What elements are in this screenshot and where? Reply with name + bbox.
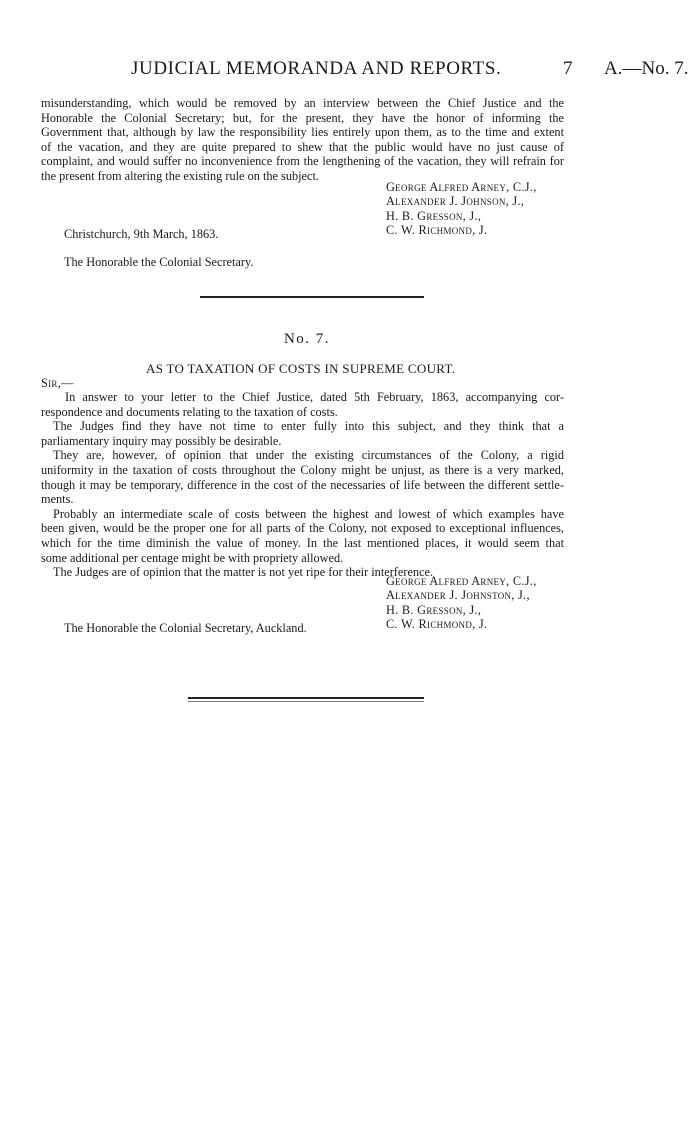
text-line: the present from altering the existing rule on the subject. xyxy=(41,168,319,183)
text-line: respondence and documents relating to the taxation of costs. xyxy=(41,404,338,419)
signatory: George Alfred Arney, C.J., xyxy=(386,180,537,194)
signatory: H. B. Gresson, J., xyxy=(386,208,482,223)
end-rule-underline xyxy=(188,701,424,702)
text-line: misunderstanding, which would be removed by an interview between the Chief Justice and the xyxy=(41,96,564,110)
text-line: They are, however, of opinion that under the existing circumstances of the Colony, a rigid xyxy=(53,448,564,463)
text-line: some additional per centage might be with propriety allowed. xyxy=(41,550,344,565)
signatory: C. W. Richmond, J. xyxy=(386,617,488,632)
text-line: Honorable the Colonial Secretary; but, for the present, they have the honor of informing the xyxy=(41,110,564,125)
signatory: Alexander J. Johnson, J., xyxy=(386,194,525,209)
running-head xyxy=(0,58,700,88)
salutation: Sir,— xyxy=(41,376,74,390)
text-line: though it may be temporary, difference in the cost of the necessaries of life between the different settle- xyxy=(41,477,564,492)
text-line: complaint, and would suffer no inconvenience from the lengthening of the vacation, they will refrain for xyxy=(41,154,564,169)
letter-body xyxy=(41,390,564,580)
text-line: ments. xyxy=(41,492,74,507)
text-line: which for the time diminish the value of money. In the last mentioned places, it would seem that xyxy=(41,535,564,550)
text-line: Probably an intermediate scale of costs between the highest and lowest of which examples have xyxy=(53,506,564,521)
text-line: uniformity in the taxation of costs throughout the Colony might be unjust, as there is a very marked, xyxy=(41,462,564,477)
text-line: parliamentary inquiry may possibly be desirable. xyxy=(41,433,282,448)
signatory: Alexander J. Johnston, J., xyxy=(386,588,530,603)
signatory: C. W. Richmond, J. xyxy=(386,223,488,238)
signature-block xyxy=(386,574,537,632)
end-rule xyxy=(188,697,424,699)
signatory: George Alfred Arney, C.J., xyxy=(386,574,537,588)
memo-continuation-paragraph xyxy=(41,96,564,184)
text-line: of the vacation, and they are quite prepared to shew that the public would have no just cause of xyxy=(41,139,564,154)
paper-reference: A.—No. 7. xyxy=(604,58,689,79)
place-date: Christchurch, 9th March, 1863. xyxy=(64,227,219,241)
section-number: No. 7. xyxy=(283,331,331,347)
text-line: The Judges are of opinion that the matter is not yet ripe for their interference. xyxy=(53,565,434,580)
page-number: 7 xyxy=(563,58,573,79)
addressee: The Honorable the Colonial Secretary. xyxy=(64,255,254,269)
text-line: been given, would be the proper one for all parts of the Colony, not exposed to exceptional influences, xyxy=(41,521,564,536)
signature-block xyxy=(386,180,537,238)
text-line: In answer to your letter to the Chief Justice, dated 5th February, 1863, accompanying cor- xyxy=(65,390,564,404)
running-head-title: JUDICIAL MEMORANDA AND REPORTS. xyxy=(131,58,502,79)
signatory: H. B. Gresson, J., xyxy=(386,602,482,617)
text-line: The Judges find they have not time to enter fully into this subject, and they think that a xyxy=(53,419,564,434)
addressee: The Honorable the Colonial Secretary, Auckland. xyxy=(64,621,307,635)
section-heading: AS TO TAXATION OF COSTS IN SUPREME COURT. xyxy=(146,361,456,376)
text-line: Government that, although by law the responsibility lies entirely upon them, as to the time and extent xyxy=(41,125,564,140)
section-divider xyxy=(200,296,424,298)
